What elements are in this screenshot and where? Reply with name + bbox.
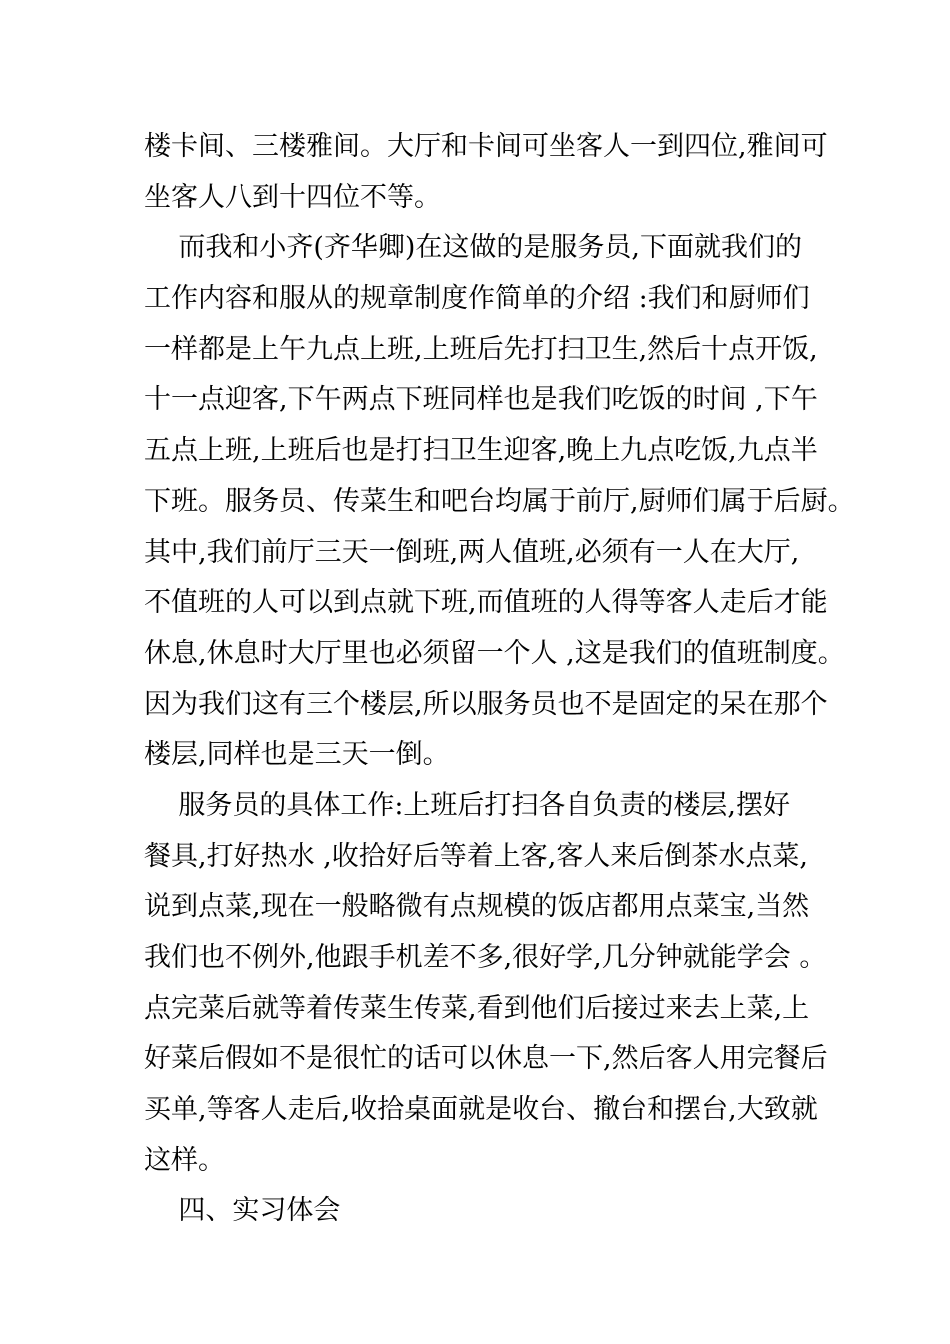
text-line: 说到点菜,现在一般略微有点规模的饭店都用点菜宝,当然 (144, 891, 810, 923)
text-line: 下班。服务员、传菜生和吧台均属于前厅,厨师们属于后厨。 (144, 485, 855, 517)
text-line: 楼层,同样也是三天一倒。 (144, 739, 450, 771)
text-line: 一样都是上午九点上班,上班后先打扫卫生,然后十点开饭, (144, 333, 818, 365)
text-line: 餐具,打好热水 ,收拾好后等着上客,客人来后倒茶水点菜, (144, 840, 808, 872)
text-line: 坐客人八到十四位不等。 (144, 181, 441, 213)
section-heading: 四、实习体会 (144, 1195, 341, 1227)
text-line: 好菜后假如不是很忙的话可以休息一下,然后客人用完餐后 (144, 1043, 828, 1075)
text-line: 点完菜后就等着传菜生传菜,看到他们后接过来去上菜,上 (144, 992, 810, 1024)
text-line: 五点上班,上班后也是打扫卫生迎客,晚上九点吃饭,九点半 (144, 435, 818, 467)
text-line: 买单,等客人走后,收拾桌面就是收台、撤台和摆台,大致就 (144, 1094, 818, 1126)
text-line: 工作内容和服从的规章制度作简单的介绍 :我们和厨师们 (144, 283, 810, 315)
text-line: 休息,休息时大厅里也必须留一个人 ,这是我们的值班制度。 (144, 637, 845, 669)
text-line: 而我和小齐(齐华卿)在这做的是服务员,下面就我们的 (144, 232, 802, 264)
body-text (144, 122, 855, 1237)
text-line: 不值班的人可以到点就下班,而值班的人得等客人走后才能 (144, 587, 828, 619)
text-line: 这样。 (144, 1144, 225, 1176)
text-line: 楼卡间、三楼雅间。大厅和卡间可坐客人一到四位,雅间可 (144, 131, 828, 162)
text-line: 十一点迎客,下午两点下班同样也是我们吃饭的时间 ,下午 (144, 384, 818, 416)
text-line: 其中,我们前厅三天一倒班,两人值班,必须有一人在大厅, (144, 536, 800, 568)
text-line: 因为我们这有三个楼层,所以服务员也不是固定的呆在那个 (144, 688, 828, 720)
text-line: 我们也不例外,他跟手机差不多,很好学,几分钟就能学会 。 (144, 942, 827, 973)
text-line: 服务员的具体工作:上班后打扫各自负责的楼层,摆好 (144, 789, 791, 821)
